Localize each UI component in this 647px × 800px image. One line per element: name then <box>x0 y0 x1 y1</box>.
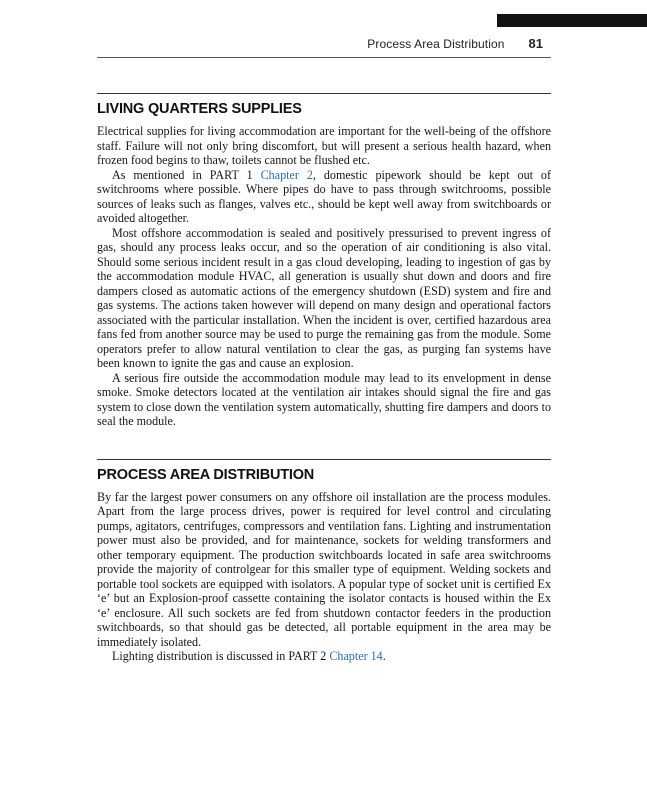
section-rule <box>97 93 551 94</box>
paragraph-pad-2 <box>97 649 551 664</box>
paragraph-lq-2 <box>97 168 551 226</box>
chapter-14-link[interactable]: Chapter 14 <box>329 649 383 663</box>
section-heading-living-quarters: LIVING QUARTERS SUPPLIES <box>97 101 302 117</box>
section-heading-process-area: PROCESS AREA DISTRIBUTION <box>97 466 315 483</box>
paragraph-pad-2-text-before: Lighting distribution is discussed in PART 2 <box>112 649 330 663</box>
page-content <box>97 0 551 664</box>
paragraph-lq-2-text-before: As mentioned in PART 1 <box>112 167 261 182</box>
section-living-quarters-supplies <box>97 93 551 429</box>
paragraph-pad-2-text-after: . <box>382 649 386 663</box>
paragraph-lq-2-text-after: , domestic pipework should be kept out of switchrooms where possible. Where pipes do have to pass through switchrooms, possible sources of leaks such as flanges, valves etc., should be kept well away from switchboards or avoided altogether. <box>97 167 552 225</box>
running-head <box>97 36 551 58</box>
section-process-area-distribution <box>97 459 551 664</box>
chapter-2-link[interactable]: Chapter 2 <box>260 167 313 182</box>
running-head-title: Process Area Distribution <box>367 37 505 51</box>
paragraph-lq-3: Most offshore accommodation is sealed and positively pressurised to prevent ingress of gas, should any process leaks occur, and so the operation of air conditioning is also vital. Should some serious incident result in a gas cloud developing, leading to ingestion of gas by the accommodation module HVAC, all generation is usually shut down and doors and fire dampers closed as automatic actions of the emergency shutdown (ESD) system and fire and gas systems. The actions taken however will depend on many design and operational factors associated with the particular installation. When the incident is over, certified hazardous area fans fed from another source may be used to purge the remaining gas from the module. Some operators prefer to allow natural ventilation to clear the gas, as purging fan systems have been known to ignite the gas and cause an explosion. <box>97 225 551 370</box>
page-number: 81 <box>528 36 543 51</box>
section-rule <box>97 459 551 460</box>
paragraph-lq-1: Electrical supplies for living accommodation are important for the well-being of the offshore staff. Failure will not only bring discomfort, but will present a serious health hazard, when frozen food begins to thaw, toilets cannot be flushed etc. <box>97 124 551 167</box>
paragraph-lq-4: A serious fire outside the accommodation module may lead to its envelopment in dense smoke. Smoke detectors located at the ventilation air intakes should signal the fire and gas system to close down the ventilation system automatically, shutting fire dampers and doors to seal the module. <box>97 370 551 428</box>
paragraph-pad-1: By far the largest power consumers on any offshore oil installation are the process modules. Apart from the large process drives, power is required for level control and circulating pumps, agitators, centrifuges, compressors and ventilation fans. Lighting and instrumentation power must also be provided, and for maintenance, sockets for welding transformers and other temporary equipment. The production switchboards located in safe area switchrooms provide the majority of controlgear for this smaller type of equipment. Welding sockets and portable tool sockets are equipped with isolators. A popular type of socket unit is certified Ex ‘e’ but an Explosion-proof cassette containing the isolator contacts is housed within the Ex ‘e’ enclosure. All such sockets are fed from shutdown contactor feeders in the production switchboards, so that should gas be detected, all portable equipment in the area may be immediately isolated. <box>97 489 551 649</box>
